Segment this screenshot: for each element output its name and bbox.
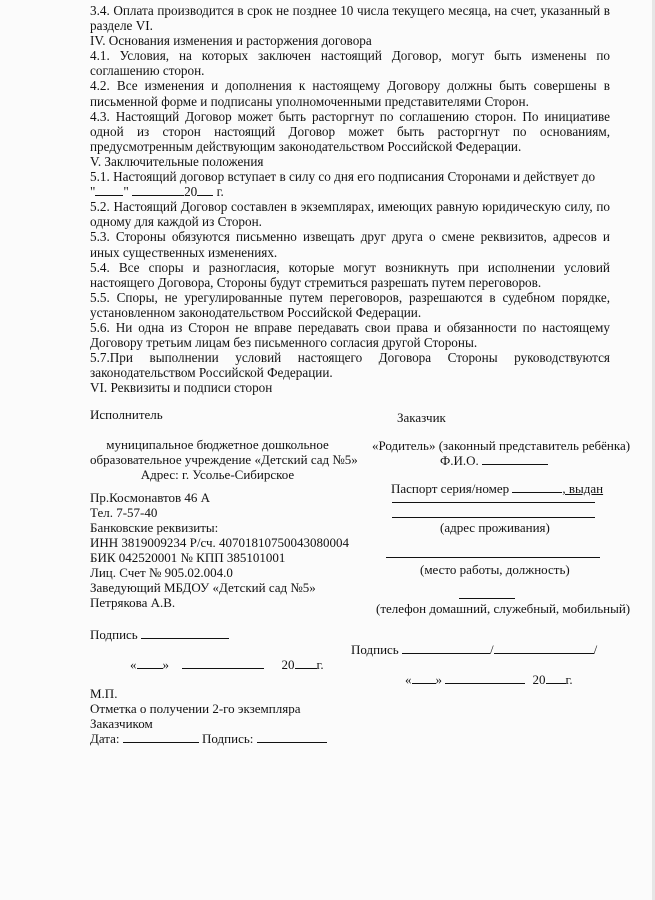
customer-signature-slash: /	[490, 642, 494, 657]
receipt-signature-blank	[257, 731, 327, 743]
receipt-line2: Заказчиком	[90, 716, 153, 731]
customer-passport	[391, 481, 603, 496]
customer-fio-label: Ф.И.О.	[440, 453, 479, 468]
date-close-quote: "	[123, 184, 129, 200]
clause-5-2: 5.2. Настоящий Договор составлен в экземплярах, имеющих равную юридическую силу, по одному для каждой из Сторон.	[90, 199, 610, 230]
customer-name-blank	[494, 642, 594, 654]
month-blank	[132, 184, 184, 196]
clause-5-4: 5.4. Все споры и разногласия, которые могут возникнуть при исполнении условий настоящего Договора, Стороны будут стремиться разрешать путем переговоров.	[90, 259, 610, 290]
customer-signature-blank	[402, 642, 490, 654]
receipt-date-blank	[123, 731, 199, 743]
executor-date-close: »	[162, 657, 169, 672]
executor-date-suffix: г.	[316, 657, 324, 672]
customer-fio-blank	[482, 453, 548, 465]
executor-signature-label: Подпись	[90, 627, 138, 642]
customer-year-blank	[546, 672, 566, 684]
executor-bik: БИК 042520001 № КПП 385101001	[90, 550, 286, 565]
clause-4-1: 4.1. Условия, на которых заключен настоящий Договор, могут быть изменены по соглашению сторон.	[90, 48, 610, 79]
clause-4-2: 4.2. Все изменения и дополнения к настоящему Договору должны быть совершены в письменной форме и подписаны уполномоченными представителями Сторон.	[90, 78, 610, 109]
section-v-heading: V. Заключительные положения	[90, 153, 264, 169]
clause-5-6: 5.6. Ни одна из Сторон не вправе передавать свои права и обязанности по настоящему Договору третьим лицам без письменного согласия другой Стороны.	[90, 319, 610, 351]
customer-passport-blank	[512, 481, 562, 493]
executor-year-blank	[295, 657, 317, 669]
customer-address-caption: (адрес проживания)	[440, 520, 550, 535]
customer-day-blank	[412, 672, 436, 684]
customer-issued: , выдан	[562, 481, 604, 496]
customer-date-suffix: г.	[565, 672, 573, 687]
clause-5-1-date-line	[90, 184, 610, 199]
executor-phone: Тел. 7-57-40	[90, 505, 158, 520]
customer-passport-line2	[392, 502, 595, 503]
executor-date	[130, 657, 324, 672]
clause-5-3: 5.3. Стороны обязуются письменно извещать друг друга о смене реквизитов, адресов и иных существенных изменениях.	[90, 229, 610, 260]
customer-year: 20	[532, 672, 546, 687]
customer-heading: Заказчик	[397, 410, 446, 425]
executor-year: 20	[281, 657, 295, 672]
executor-org-line2: образовательное учреждение «Детский сад №5»	[90, 452, 358, 467]
customer-date	[405, 672, 573, 687]
customer-signature-slash-end: /	[593, 642, 598, 657]
customer-parent: «Родитель» (законный представитель ребёнка)	[372, 438, 631, 453]
customer-phone-line	[459, 598, 515, 599]
section-vi-heading: VI. Реквизиты и подписи сторон	[90, 380, 273, 396]
executor-org-line1: муниципальное бюджетное дошкольное	[106, 437, 329, 452]
clause-5-7: 5.7.При выполнении условий настоящего Договора Стороны руководствуются законодательством Российской Федерации.	[90, 350, 610, 381]
customer-address-line	[392, 517, 595, 518]
executor-bank-heading: Банковские реквизиты:	[90, 520, 219, 535]
executor-address: Адрес: г. Усолье-Сибирское	[140, 467, 295, 482]
executor-inn: ИНН 3819009234 Р/сч. 40701810750043080004	[90, 535, 350, 550]
customer-month-blank	[445, 672, 525, 684]
customer-signature-label: Подпись	[351, 642, 399, 657]
executor-street: Пр.Космонавтов 46 А	[90, 490, 211, 505]
customer-signature	[351, 642, 597, 657]
customer-fio	[440, 453, 548, 468]
receipt-line1: Отметка о получении 2-го экземпляра	[90, 701, 301, 716]
date-suffix: г.	[216, 184, 224, 200]
clause-5-5: 5.5. Споры, не урегулированные путем переговоров, разрешаются в судебном порядке, установленном законодательством Российской Федерации.	[90, 289, 610, 320]
stamp-place-label: М.П.	[90, 686, 118, 701]
executor-signature	[90, 627, 229, 642]
receipt-date-label: Дата:	[90, 731, 120, 746]
date-open-quote: "	[90, 184, 96, 200]
customer-work-caption: (место работы, должность)	[420, 562, 570, 577]
receipt-date-signature	[90, 731, 327, 746]
executor-signature-blank	[141, 627, 229, 639]
executor-head: Заведующий МБДОУ «Детский сад №5»	[90, 580, 316, 595]
year-blank	[197, 184, 213, 196]
contract-body	[90, 3, 610, 395]
receipt-signature-label: Подпись:	[202, 731, 254, 746]
section-iv-heading: IV. Основания изменения и расторжения договора	[90, 33, 372, 49]
customer-phone-caption: (телефон домашний, служебный, мобильный)	[376, 601, 631, 616]
executor-month-blank	[182, 657, 264, 669]
clause-4-3: 4.3. Настоящий Договор может быть расторгнут по соглашению сторон. По инициативе одной из сторон настоящий Договор может быть расторгнут по основаниям, предусмотренным действующим законодательством Российской Федерации.	[90, 108, 610, 154]
clause-5-1: 5.1. Настоящий договор вступает в силу со дня его подписания Сторонами и действует до	[90, 169, 596, 185]
executor-heading: Исполнитель	[90, 407, 163, 422]
customer-work-line	[386, 557, 600, 558]
customer-date-close: »	[435, 672, 442, 687]
day-blank	[95, 184, 123, 196]
customer-date-open: «	[405, 672, 412, 687]
clause-3-4: 3.4. Оплата производится в срок не позднее 10 числа текущего месяца, на счет, указанный в разделе VI.	[90, 3, 610, 34]
date-year: 20	[184, 184, 198, 200]
executor-name: Петрякова А.В.	[90, 595, 176, 610]
executor-day-blank	[137, 657, 163, 669]
executor-date-open: «	[130, 657, 137, 672]
customer-passport-label: Паспорт серия/номер	[391, 481, 510, 496]
executor-account: Лиц. Счет № 905.02.004.0	[90, 565, 233, 580]
